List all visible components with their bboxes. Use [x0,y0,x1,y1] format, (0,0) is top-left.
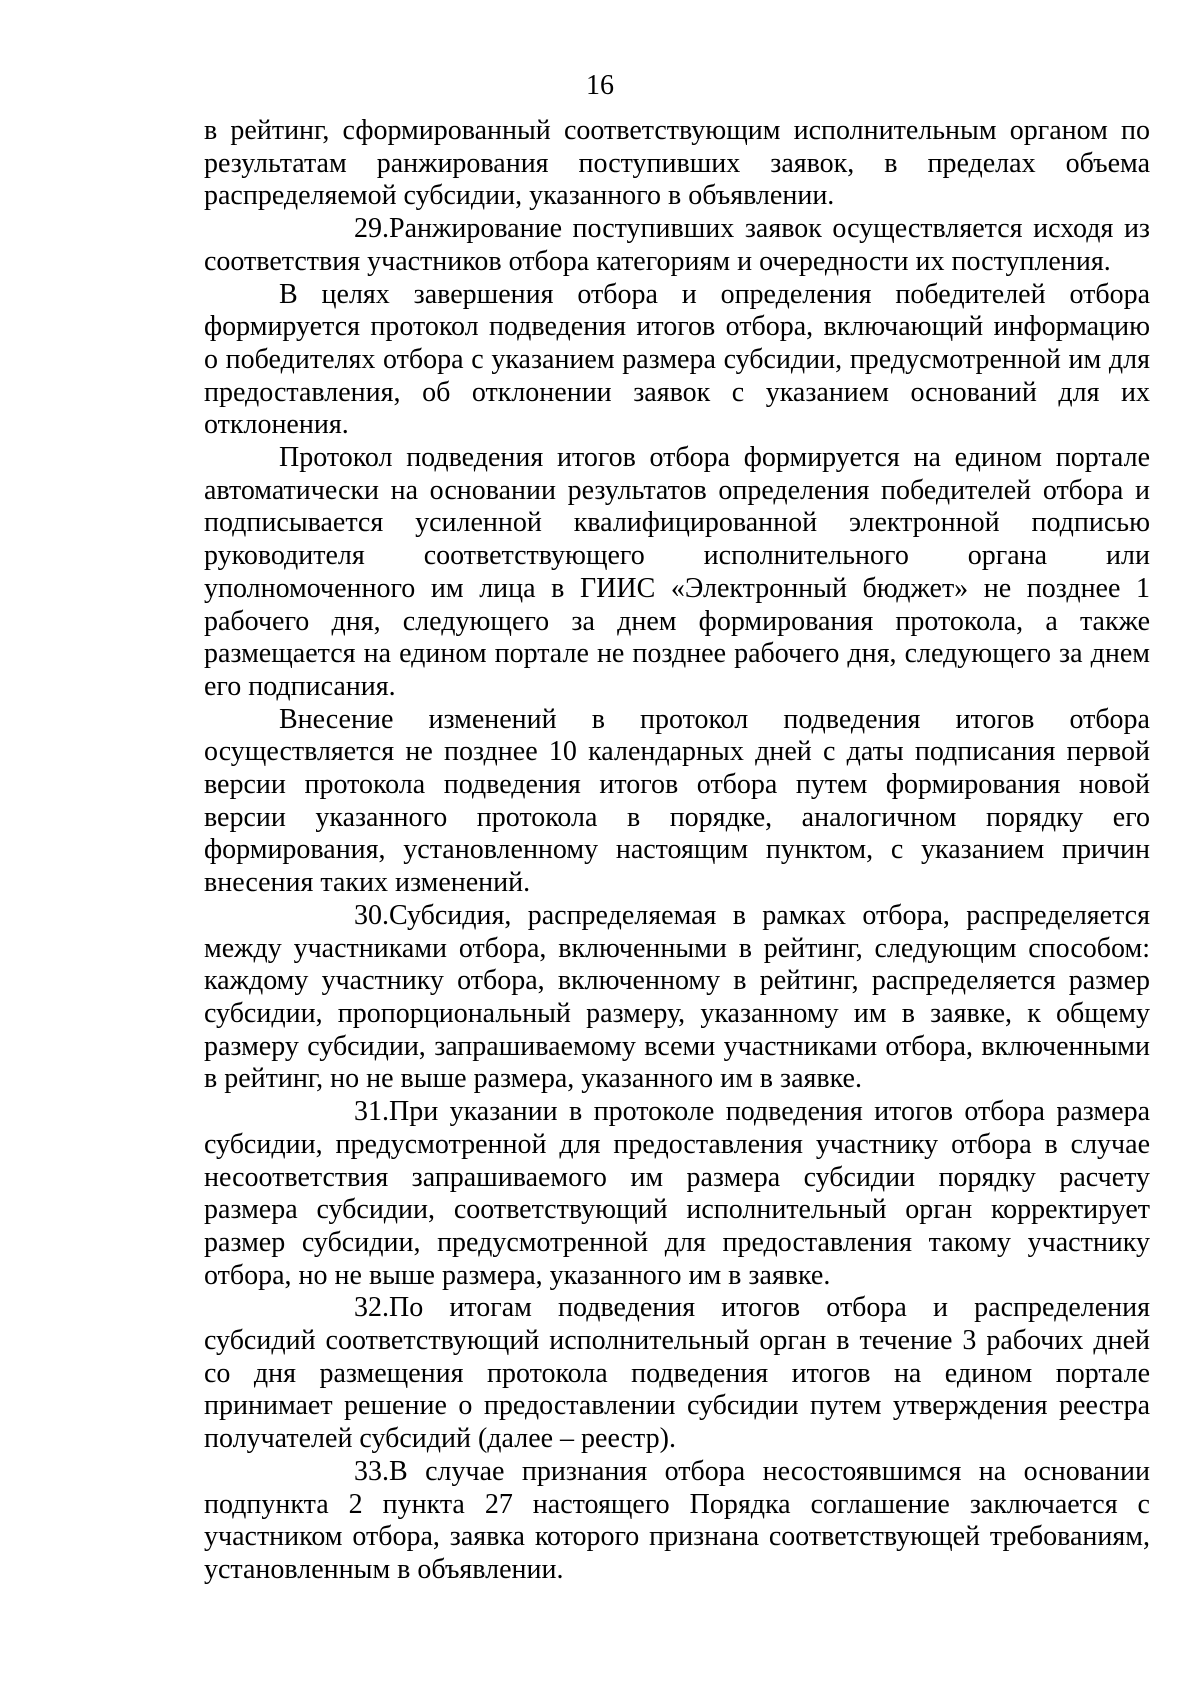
paragraph-text: В целях завершения отбора и определения победителей отбора формируется протокол подведения итогов отбора, включающий информацию о победителях отбора с указанием размера субсидии, предусмотренной им для предоставления, об отклонении заявок с указанием оснований для их отклонения. [204,278,1150,441]
paragraph-text: Протокол подведения итогов отбора формируется на едином портале автоматически на основании результатов определения победителей отбора и подписывается усиленной квалифицированной электронной подписью руководителя соответствующего исполнительного органа или уполномоченного им лица в ГИИС «Электронный бюджет» не позднее 1 рабочего дня, следующего за днем формирования протокола, а также размещается на едином портале не позднее рабочего дня, следующего за днем его подписания. [204,442,1150,702]
paragraph [204,704,1150,900]
paragraph-29 [204,213,1150,278]
paragraph [204,279,1150,443]
paragraph-text: По итогам подведения итогов отбора и распределения субсидий соответствующий исполнительный орган в течение 3 рабочих дней со дня размещения протокола подведения итогов на едином портале принимает решение о предоставлении субсидии путем утверждения реестра получателей субсидий (далее – реестр). [204,1292,1150,1455]
paragraph-number: 33. [354,1455,389,1487]
paragraph [204,442,1150,704]
paragraph-text: При указании в протоколе подведения итогов отбора размера субсидии, предусмотренной для предоставления участнику отбора в случае несоответствия запрашиваемого им размера субсидии порядку расчету размера субсидии, соответствующий исполнительный орган корректирует размер субсидии, предусмотренной для предоставления такому участнику отбора, но не выше размера, указанного им в заявке. [204,1096,1150,1291]
paragraph-33 [204,1456,1150,1587]
paragraph-30 [204,900,1150,1096]
paragraph-31 [204,1096,1150,1292]
paragraph-text: Ранжирование поступивших заявок осуществляется исходя из соответствия участников отбора категориям и очередности их поступления. [204,213,1150,277]
page-number: 16 [586,70,614,101]
paragraph-text: Внесение изменений в протокол подведения итогов отбора осуществляется не позднее 10 календарных дней с даты подписания первой версии протокола подведения итогов отбора путем формирования новой версии указанного протокола в порядке, аналогичном порядку его формирования, установленному настоящим пунктом, с указанием причин внесения таких изменений. [204,703,1150,899]
paragraph-text: Субсидия, распределяемая в рамках отбора, распределяется между участниками отбора, включенными в рейтинг, следующим способом: каждому участнику отбора, включенному в рейтинг, распределяется размер субсидии, пропорциональный размеру, указанному им в заявке, к общему размеру субсидии, запрашиваемому всеми участниками отбора, включенными в рейтинг, но не выше размера, указанного им в заявке. [204,899,1150,1095]
paragraph-number: 32. [354,1292,389,1324]
document-body [204,115,1150,1587]
paragraph-number: 31. [354,1096,389,1128]
paragraph-number: 30. [354,899,389,931]
paragraph [204,115,1150,213]
paragraph-32 [204,1292,1150,1456]
paragraph-number: 29. [354,213,389,245]
paragraph-text: В случае признания отбора несостоявшимся на основании подпункта 2 пункта 27 настоящего Порядка соглашение заключается с участником отбора, заявка которого признана соответствующей требованиям, установленным в объявлении. [204,1455,1150,1585]
paragraph-text: в рейтинг, сформированный соответствующим исполнительным органом по результатам ранжирования поступивших заявок, в пределах объема распределяемой субсидии, указанного в объявлении. [204,115,1150,212]
